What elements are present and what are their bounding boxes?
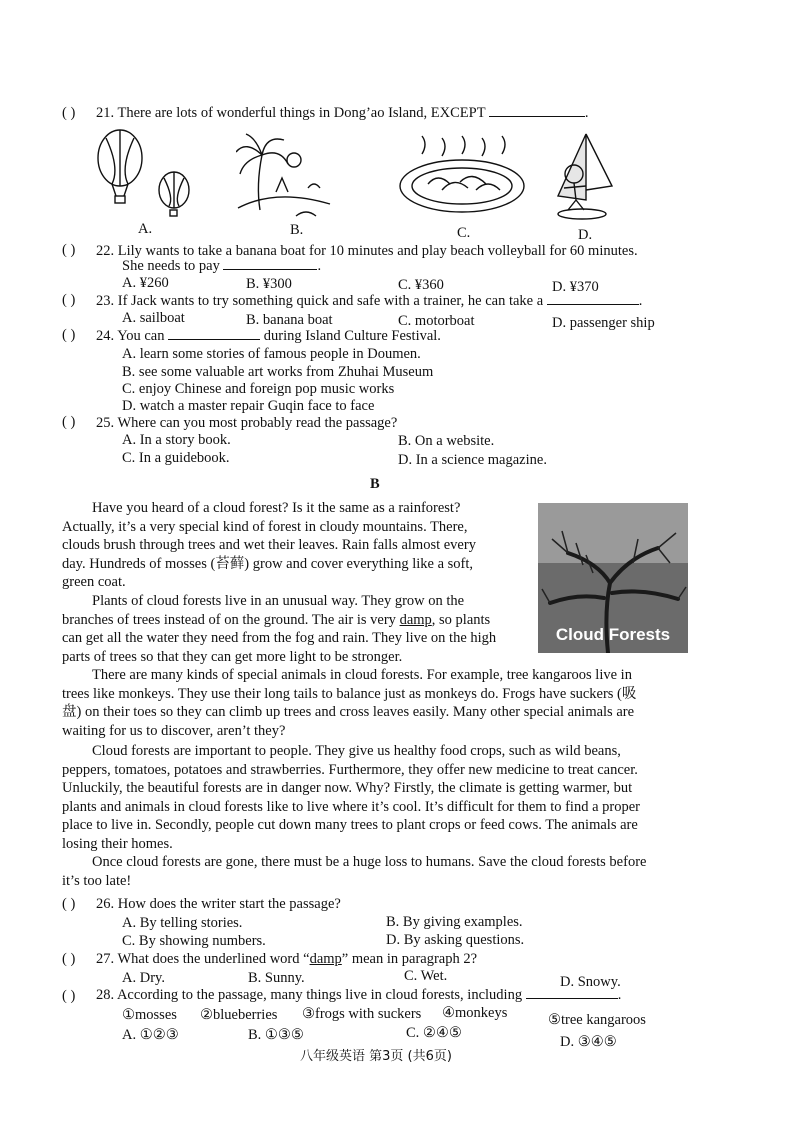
passage-line: can get all the water they need from the fog and rain. They live on the high <box>62 630 497 647</box>
q27-option-c[interactable]: C. Wet. <box>404 968 448 984</box>
passage-line: Unluckily, the beautiful forests are in danger now. Why? Firstly, the climate is getting warmer, but <box>62 780 633 797</box>
passage-paragraph-1 <box>62 499 530 592</box>
q28-option-c[interactable]: C. ②④⑤ <box>406 1025 462 1041</box>
q23-stem <box>96 293 642 310</box>
q28-option-b[interactable]: B. ①③⑤ <box>248 1027 304 1043</box>
q24-stem-after: during Island Culture Festival. <box>263 328 441 344</box>
passage-line: it’s too late! <box>62 872 132 889</box>
q24-bracket[interactable]: ( ) <box>62 327 76 343</box>
q21-option-d[interactable]: D. <box>578 227 593 243</box>
q28-item-1: ①mosses <box>122 1007 177 1023</box>
q28-item-3: ③frogs with suckers <box>302 1006 422 1022</box>
passage-line: peppers, tomatoes, potatoes and strawberries. Furthermore, they offer new medicine to treat cancer. <box>62 761 638 778</box>
q26-option-c[interactable]: C. By showing numbers. <box>122 933 266 949</box>
q25-stem: 25. Where can you most probably read the passage? <box>96 415 398 431</box>
q26-option-b[interactable]: B. By giving examples. <box>386 914 523 930</box>
passage-line-text: branches of trees instead of on the ground. The air is very <box>62 611 396 628</box>
passage-line: place to live in. Secondly, people cut down many trees to plant crops or feed cows. The animals are <box>62 817 638 834</box>
passage-line: Once cloud forests are gone, there must be a huge loss to humans. Save the cloud forests before <box>92 854 647 870</box>
q22-stem-line2 <box>122 258 321 275</box>
q25-option-b[interactable]: B. On a website. <box>398 433 495 449</box>
q26-option-d[interactable]: D. By asking questions. <box>386 932 525 948</box>
page-footer: 八年级英语 第3页 (共6页) <box>300 1049 452 1064</box>
q23-blank[interactable] <box>547 303 639 305</box>
q22-end: . <box>317 258 322 274</box>
q22-stem: 22. Lily wants to take a banana boat for 10 minutes and play beach volleyball for 60 minutes. <box>96 243 638 259</box>
q23-option-b[interactable]: B. banana boat <box>246 312 333 328</box>
passage-line: trees like monkeys. They use their long tails to balance just as monkeys do. Frogs have suckers (吸 <box>62 685 637 702</box>
q21-blank[interactable] <box>489 115 585 117</box>
q21-option-a[interactable]: A. <box>138 221 153 237</box>
q27-stem-before: 27. What does the underlined word “ <box>96 951 310 967</box>
shrimp-plate-picture <box>398 134 526 216</box>
q25-option-c[interactable]: C. In a guidebook. <box>122 450 230 466</box>
q22-option-b[interactable]: B. ¥300 <box>246 276 292 292</box>
q24-option-b[interactable]: B. see some valuable art works from Zhuhai Museum <box>122 364 434 380</box>
q27-option-a[interactable]: A. Dry. <box>122 970 165 986</box>
q21-option-b[interactable]: B. <box>290 222 304 238</box>
q21-option-c[interactable]: C. <box>457 225 471 241</box>
passage-paragraph-5 <box>62 853 692 890</box>
q28-item-5: ⑤tree kangaroos <box>548 1012 646 1028</box>
q28-stem-text: 28. According to the passage, many things live in cloud forests, including <box>96 987 523 1003</box>
q28-option-d[interactable]: D. ③④⑤ <box>560 1034 617 1050</box>
q28-end: . <box>617 987 622 1003</box>
q21-bracket[interactable]: ( ) <box>62 105 76 121</box>
q27-word: damp <box>309 951 342 967</box>
passage-line: green coat. <box>62 574 126 591</box>
q26-option-a[interactable]: A. By telling stories. <box>122 915 243 931</box>
q28-bracket[interactable]: ( ) <box>62 988 76 1004</box>
passage-line: clouds brush through trees and wet their leaves. Rain falls almost every <box>62 537 476 554</box>
q25-option-d[interactable]: D. In a science magazine. <box>398 452 547 468</box>
q24-blank[interactable] <box>168 338 260 340</box>
passage-line: day. Hundreds of mosses (苔藓) grow and cover everything like a soft, <box>62 555 473 572</box>
q24-stem-text: 24. You can <box>96 328 165 344</box>
q25-option-a[interactable]: A. In a story book. <box>122 432 231 448</box>
q27-stem <box>96 951 477 968</box>
cloud-forest-photo <box>538 503 688 653</box>
q24-option-d[interactable]: D. watch a master repair Guqin face to face <box>122 398 375 414</box>
photo-caption: Cloud Forests <box>555 625 671 644</box>
q27-bracket[interactable]: ( ) <box>62 951 76 967</box>
q23-stem-text: 23. If Jack wants to try something quick and safe with a trainer, he can take a <box>96 293 544 309</box>
passage-line: waiting for us to discover, aren’t they? <box>62 722 286 739</box>
passage-line: Cloud forests are important to people. They give us healthy food crops, such as wild beans, <box>92 743 621 759</box>
passage-paragraph-4 <box>62 742 692 854</box>
passage-line <box>62 611 530 630</box>
q23-bracket[interactable]: ( ) <box>62 292 76 308</box>
q22-option-c[interactable]: C. ¥360 <box>398 277 444 293</box>
q28-stem <box>96 987 621 1004</box>
q21-stem-text: 21. There are lots of wonderful things in Dong’ao Island, EXCEPT <box>96 105 486 121</box>
q27-stem-after: ” mean in paragraph 2? <box>341 951 478 967</box>
q22-bracket[interactable]: ( ) <box>62 242 76 258</box>
q22-stem2: She needs to pay <box>122 258 220 274</box>
passage-line: There are many kinds of special animals in cloud forests. For example, tree kangaroos live in <box>92 667 632 683</box>
q27-option-b[interactable]: B. Sunny. <box>248 970 305 986</box>
q26-stem: 26. How does the writer start the passage? <box>96 896 341 912</box>
passage-paragraph-3 <box>62 666 690 740</box>
hot-air-balloons-picture <box>92 128 202 223</box>
palm-beach-picture <box>236 130 334 220</box>
q23-option-d[interactable]: D. passenger ship <box>552 315 655 331</box>
passage-line-text: , so plants <box>431 611 491 628</box>
windsurfing-boy-picture <box>552 130 620 222</box>
passage-paragraph-2 <box>62 592 530 666</box>
section-heading: B <box>370 476 380 492</box>
q26-bracket[interactable]: ( ) <box>62 896 76 912</box>
passage-line: plants and animals in cloud forests like to live where it’s cool. It’s difficult for them to find a proper <box>62 798 640 815</box>
q21-end: . <box>584 105 589 121</box>
passage-line: losing their homes. <box>62 835 173 852</box>
passage-line: parts of trees so that they can get more light to be stronger. <box>62 648 403 665</box>
q22-option-a[interactable]: A. ¥260 <box>122 275 169 291</box>
q22-blank[interactable] <box>223 268 317 270</box>
q28-blank[interactable] <box>526 997 618 999</box>
q24-option-c[interactable]: C. enjoy Chinese and foreign pop music works <box>122 381 395 397</box>
q24-option-a[interactable]: A. learn some stories of famous people in Doumen. <box>122 346 421 362</box>
q21-stem <box>96 105 589 122</box>
q28-item-2: ②blueberries <box>200 1007 278 1023</box>
q27-option-d[interactable]: D. Snowy. <box>560 974 621 990</box>
passage-line: Plants of cloud forests live in an unusual way. They grow on the <box>92 593 465 609</box>
passage-line: Have you heard of a cloud forest? Is it the same as a rainforest? <box>92 500 461 516</box>
q28-option-a[interactable]: A. ①②③ <box>122 1027 179 1043</box>
q28-item-4: ④monkeys <box>442 1005 508 1021</box>
q22-option-d[interactable]: D. ¥370 <box>552 279 599 295</box>
damp-word: damp <box>399 611 432 628</box>
q23-option-a[interactable]: A. sailboat <box>122 310 185 326</box>
passage-line: 盘) on their toes so they can climb up trees and cross leaves easily. Many other special animals are <box>62 704 635 721</box>
q23-option-c[interactable]: C. motorboat <box>398 313 475 329</box>
q24-stem <box>96 328 441 345</box>
passage-line: Actually, it’s a very special kind of forest in cloudy mountains. There, <box>62 518 468 535</box>
q25-bracket[interactable]: ( ) <box>62 414 76 430</box>
q23-end: . <box>638 293 643 309</box>
